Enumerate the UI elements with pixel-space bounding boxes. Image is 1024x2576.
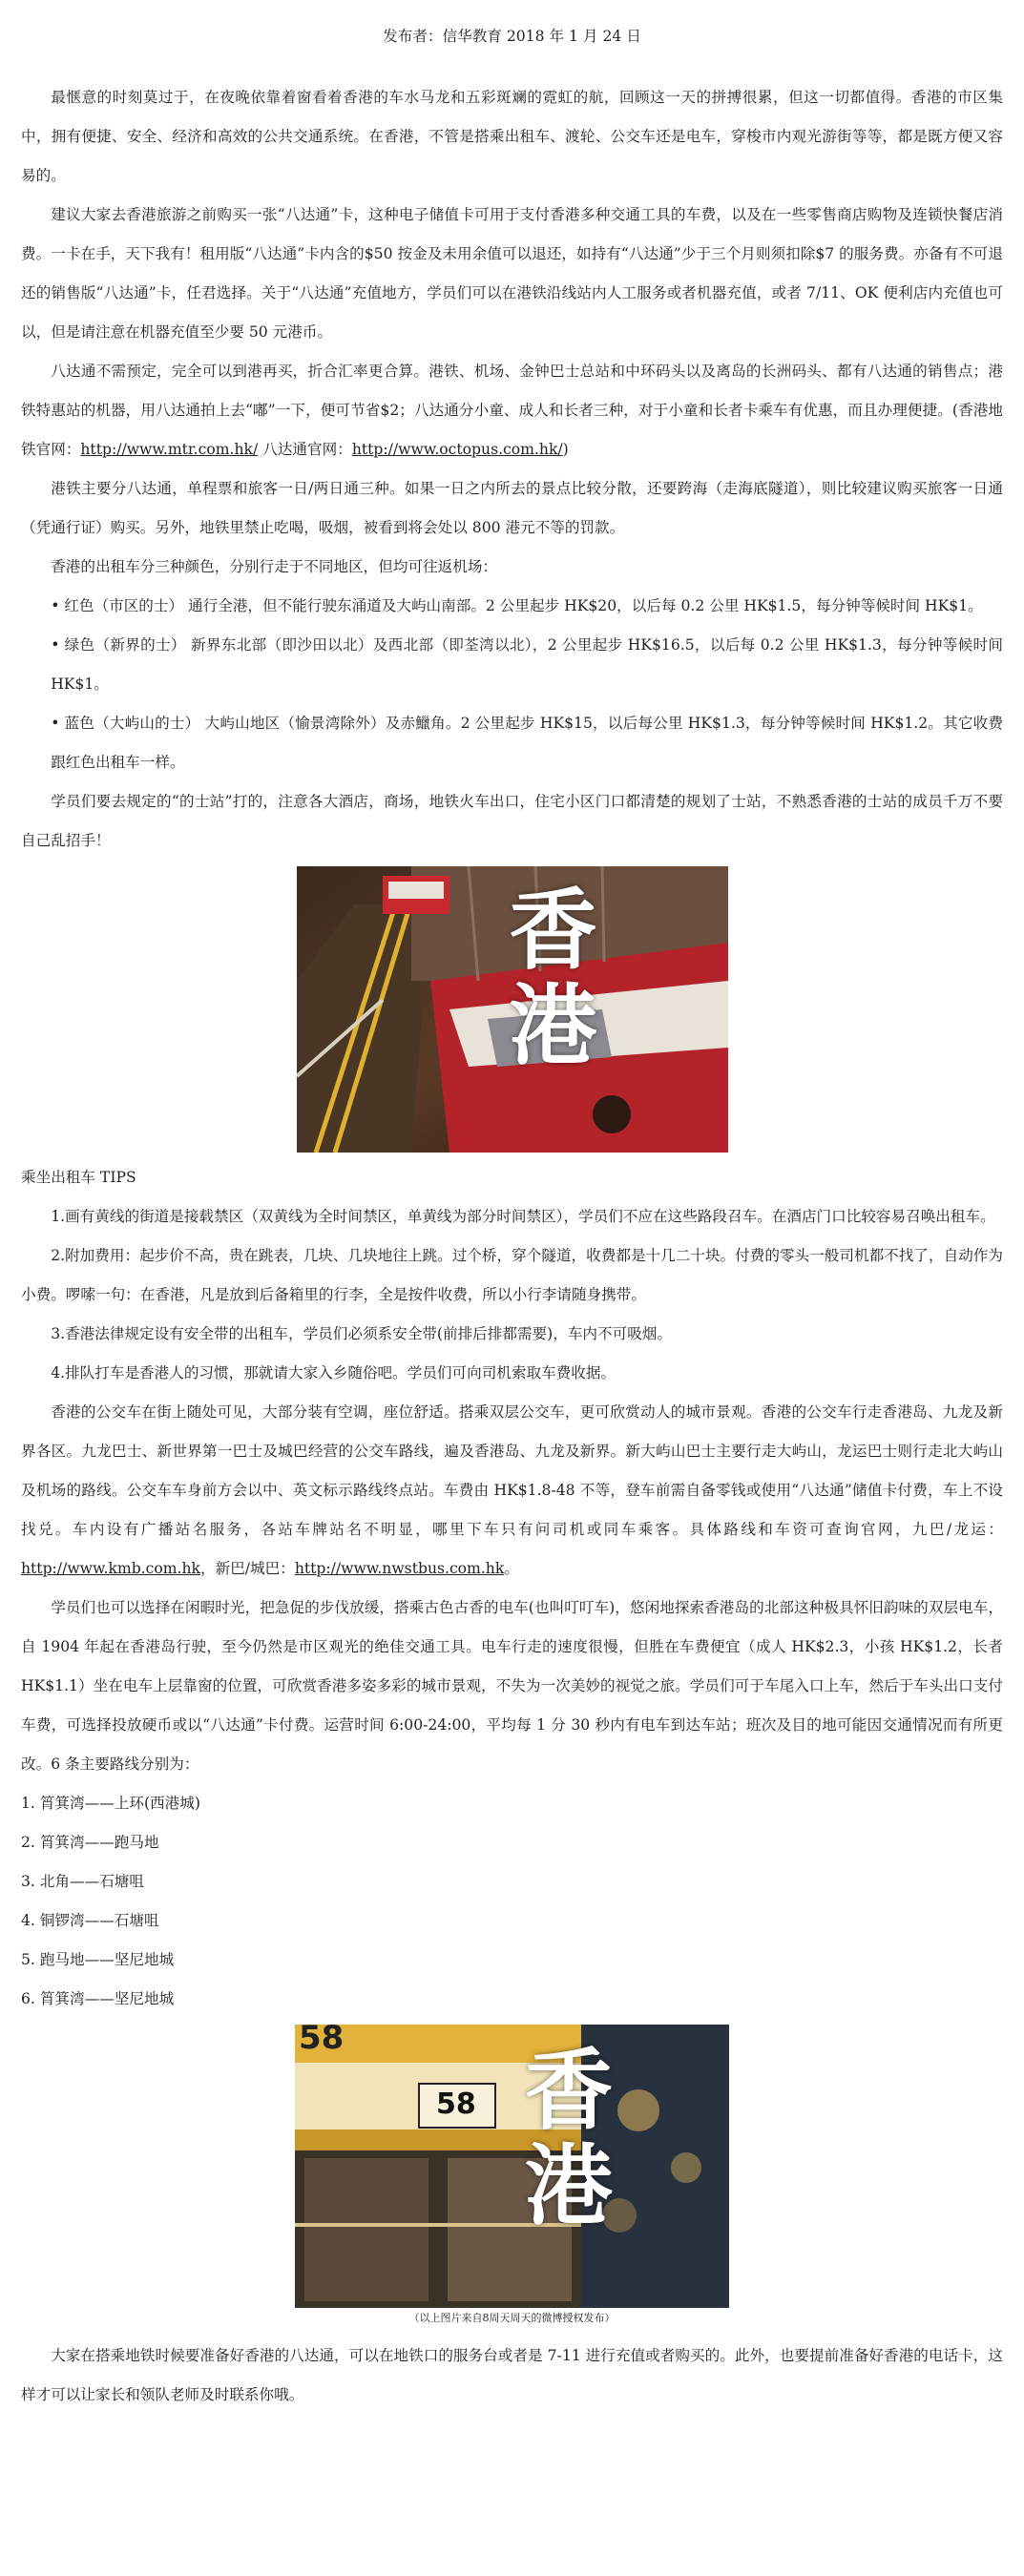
- bus-paragraph: [21, 1393, 1003, 1589]
- tram-route: 1. 筲箕湾——上环(西港城): [21, 1795, 200, 1812]
- figure-2-caption: （以上图片来自8周天周天的微博授权发布）: [408, 2312, 616, 2324]
- nwst-link[interactable]: http://www.nwstbus.com.hk: [294, 1560, 505, 1577]
- tram-route: 3. 北角——石塘咀: [21, 1873, 144, 1890]
- tram-number-top: 58: [299, 2025, 345, 2057]
- taxi-tip-3: 3.香港法律规定设有安全带的出租车，学员们必须系安全带(前排后排都需要)，车内不可吸烟。: [51, 1325, 672, 1342]
- taxi-tips-title: 乘坐出租车 TIPS: [21, 1169, 136, 1186]
- intro-paragraph-octopus: 建议大家去香港旅游之前购买一张“八达通”卡，这种电子储值卡可用于支付香港多种交通工具的车费，以及在一些零售商店购物及连锁快餐店消费。一卡在手，天下我有！租用版“八达通”卡内含的$50 按金及未用余值可以退还，如持有“八达通”少于三个月则须扣除$7 的服务费。亦备有不可退还的销售版“八达通”卡，任君选择。关于“八达通”充值地方，学员们可以在港铁沿线站内人工服务或者机器充值，或者 7/11、OK 便利店内充值也可以，但是请注意在机器充值至少要 50 元港币。: [21, 206, 1003, 341]
- taxi-red: • 红色（市区的士） 通行全港，但不能行驶东涌道及大屿山南部。2 公里起步 HK$20，以后每 0.2 公里 HK$1.5，每分钟等候时间 HK$1。: [51, 597, 983, 614]
- octopus-site-label: 八达通官网：: [262, 441, 352, 458]
- hong-kong-tram-photo: [295, 2025, 729, 2308]
- kmb-link[interactable]: http://www.kmb.com.hk: [21, 1560, 200, 1577]
- tram-route-list: [21, 1784, 1003, 2019]
- tram-route: 4. 铜锣湾——石塘咀: [21, 1912, 159, 1929]
- tram-route: 2. 筲箕湾——跑马地: [21, 1834, 159, 1851]
- taxi-blue: • 蓝色（大屿山的士） 大屿山地区（愉景湾除外）及赤鱲角。2 公里起步 HK$15，以后每公里 HK$1.3，每分钟等候时间 HK$1.2。其它收费跟红色出租车一样。: [51, 715, 1003, 771]
- tram-route: 5. 跑马地——坚尼地城: [21, 1951, 175, 1968]
- taxi-tip-2: 2.附加费用：起步价不高，贵在跳表，几块、几块地往上跳。过个桥，穿个隧道，收费都是十几二十块。付费的零头一般司机都不找了，自动作为小费。啰嗦一句：在香港，凡是放到后备箱里的行李，全是按件收费，所以小行李请随身携带。: [21, 1247, 1003, 1303]
- mtr-link[interactable]: http://www.mtr.com.hk/: [80, 441, 259, 458]
- tram-route: 6. 筲箕湾——坚尼地城: [21, 1990, 175, 2007]
- closing-paragraph: 大家在搭乘地铁时候要准备好香港的八达通，可以在地铁口的服务台或者是 7-11 进行充值或者购买的。此外，也要提前准备好香港的电话卡，这样才可以让家长和领队老师及时联系你哦。: [21, 2347, 1003, 2403]
- tram-number: 58: [436, 2088, 476, 2121]
- intro-paragraph-1: 最惬意的时刻莫过于，在夜晚依靠着窗看着香港的车水马龙和五彩斑斓的霓虹的航，回顾这一天的拼搏很累，但这一切都值得。香港的市区集中，拥有便捷、安全、经济和高效的公共交通系统。在香港，不管是搭乘出租车、渡轮、公交车还是电车，穿梭市内观光游街等等，都是既方便又容易的。: [21, 89, 1003, 184]
- hong-kong-taxi-photo: [297, 866, 728, 1153]
- tram-paragraph: 学员们也可以选择在闲暇时光，把急促的步伐放缓，搭乘古色古香的电车(也叫叮叮车)，悠闲地探索香港岛的北部这种极具怀旧韵味的双层电车，自 1904 年起在香港岛行驶，至今仍然是市区观光的绝佳交通工具。电车行走的速度很慢，但胜在车费便宜（成人 HK$2.3，小孩 HK$1.2，长者 HK$1.1）坐在电车上层靠窗的位置，可欣赏香港多姿多彩的城市景观，不失为一次美妙的视觉之旅。学员们可于车尾入口上车，然后于车头出口支付车费，可选择投放硬币或以“八达通”卡付费。运营时间 6:00-24:00，平均每 1 分 30 秒内有电车到达车站；班次及目的地可能因交通情况而有所更改。6 条主要路线分别为：: [21, 1599, 1003, 1773]
- taxi-stand-note: 学员们要去规定的“的士站”打的，注意各大酒店，商场，地铁火车出口，住宅小区门口都清楚的规划了士站，不熟悉香港的士站的成员千万不要自己乱招手！: [21, 793, 1003, 849]
- figure-2-title: 香港: [511, 2044, 614, 2234]
- octopus-purchase-text: 八达通不需预定，完全可以到港再买，折合汇率更合算。港铁、机场、金钟巴士总站和中环码头以及离岛的长洲码头、都有八达通的销售点；港铁特惠站的机器，用八达通拍上去“嘟”一下，便可节省$2；八达通分小童、成人和长者三种，对于小童和长者卡乘车有优惠，而且办理便捷。(香港地铁官网：: [21, 363, 1003, 458]
- publisher-line: 发布者：信华教育 2018 年 1 月 24 日: [383, 28, 641, 45]
- bus-mid-text: ，新巴/城巴：: [200, 1560, 295, 1577]
- paren-close: ): [562, 441, 569, 458]
- bus-text: 香港的公交车在街上随处可见，大部分装有空调，座位舒适。搭乘双层公交车，更可欣赏动人的城市景观。香港的公交车行走香港岛、九龙及新界各区。九龙巴士、新世界第一巴士及城巴经营的公交车路线，遍及香港岛、九龙及新界。新大屿山巴士主要行走大屿山，龙运巴士则行走北大屿山及机场的路线。公交车车身前方会以中、英文标示路线终点站。车费由 HK$1.8-48 不等，登车前需自备零钱或使用“八达通”储值卡付费，车上不设找兑。车内设有广播站名服务，各站车牌站名不明显，哪里下车只有问司机或同车乘客。具体路线和车资可查询官网，九巴/龙运：: [21, 1403, 1003, 1538]
- intro-paragraph-taxi: 香港的出租车分三种颜色，分别行走于不同地区，但均可往返机场：: [51, 558, 498, 575]
- taxi-tip-4: 4.排队打车是香港人的习惯，那就请大家入乡随俗吧。学员们可向司机索取车费收据。: [51, 1364, 616, 1381]
- taxi-tip-1: 1.画有黄线的街道是接载禁区（双黄线为全时间禁区，单黄线为部分时间禁区），学员们不应在这些路段召车。在酒店门口比较容易召唤出租车。: [51, 1208, 995, 1225]
- taxi-green: • 绿色（新界的士） 新界东北部（即沙田以北）及西北部（即荃湾以北），2 公里起步 HK$16.5，以后每 0.2 公里 HK$1.3，每分钟等候时间 HK$1。: [51, 636, 1003, 693]
- bus-end: 。: [504, 1560, 519, 1577]
- figure-1-title: 香港: [494, 883, 598, 1074]
- octopus-link[interactable]: http://www.octopus.com.hk/: [351, 441, 563, 458]
- intro-paragraph-octopus-purchase: [21, 352, 1003, 469]
- intro-paragraph-mtr-tickets: 港铁主要分八达通，单程票和旅客一日/两日通三种。如果一日之内所去的景点比较分散，还要跨海（走海底隧道），则比较建议购买旅客一日通（凭通行证）购买。另外，地铁里禁止吃喝，吸烟，被看到将会处以 800 港元不等的罚款。: [21, 480, 1003, 536]
